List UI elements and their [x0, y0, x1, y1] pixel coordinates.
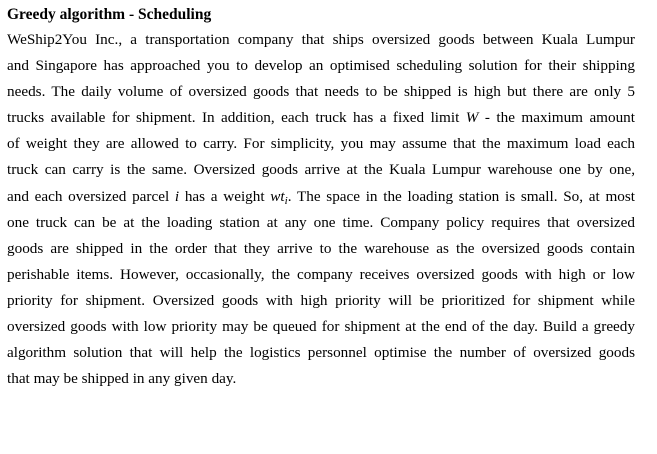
- problem-paragraph: [7, 27, 635, 392]
- document-title: Greedy algorithm - Scheduling: [7, 6, 212, 23]
- max-weight-variable: W: [465, 109, 479, 127]
- paragraph-line-14: that may be shipped in any given day.: [7, 370, 237, 388]
- paragraph-line-10: perishable items. However, occasionally, the company receives oversized goods with high or low: [7, 265, 635, 283]
- line-text-segment: and each oversized parcel: [7, 187, 175, 205]
- paragraph-line-4: [7, 105, 635, 131]
- line-text-segment: - the maximum amount: [478, 109, 635, 127]
- paragraph-line-12: oversized goods with low priority may be queued for shipment at the end of the day. Build a greedy: [7, 318, 635, 336]
- paragraph-line-2: and Singapore has approached you to develop an optimised scheduling solution for their shipping: [7, 57, 635, 75]
- paragraph-line-13: algorithm solution that will help the logistics personnel optimise the number of oversized goods: [7, 344, 635, 362]
- paragraph-line-8: one truck can be at the loading station at any one time. Company policy requires that oversized: [7, 213, 635, 231]
- paragraph-line-5: of weight they are allowed to carry. For simplicity, you may assume that the maximum load each: [7, 135, 635, 153]
- document-page: [7, 4, 635, 392]
- paragraph-line-3: needs. The daily volume of oversized goods that needs to be shipped is high but there are only 5: [7, 83, 635, 101]
- line-text-segment: has a weight: [179, 187, 271, 205]
- line-text-segment: trucks available for shipment. In addition, each truck has a fixed limit: [7, 109, 466, 127]
- paragraph-line-9: goods are shipped in the order that they arrive to the warehouse as the oversized goods contain: [7, 239, 635, 257]
- line-text-segment: . The space in the loading station is small. So, at most: [287, 187, 635, 205]
- parcel-index-variable: i: [174, 187, 180, 205]
- paragraph-line-6: truck can carry is the same. Oversized goods arrive at the Kuala Lumpur warehouse one by one,: [7, 161, 635, 179]
- paragraph-line-11: priority for shipment. Oversized goods with high priority will be prioritized for shipment while: [7, 291, 635, 309]
- weight-subscript: i: [284, 194, 288, 207]
- paragraph-line-7: [7, 184, 635, 210]
- paragraph-line-1: WeShip2You Inc., a transportation company that ships oversized goods between Kuala Lumpur: [7, 31, 635, 48]
- weight-variable: wt: [270, 187, 285, 205]
